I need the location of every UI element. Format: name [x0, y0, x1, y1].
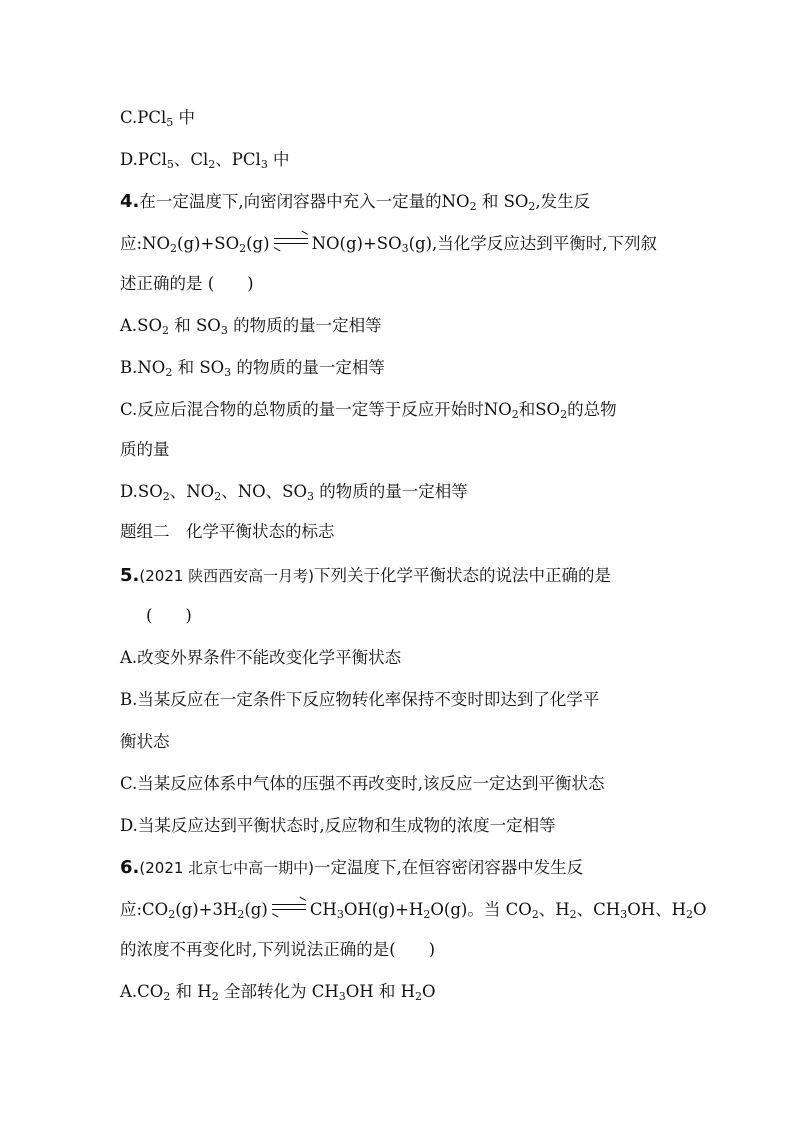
- q5-option-a: A.改变外界条件不能改变化学平衡状态: [120, 648, 402, 667]
- q4-equation-right: $NO(g)+SO_3(g)$,当化学反应达到平衡时,下列叙: [311, 234, 658, 255]
- q4-equation-left: 应$:NO_2(g)+SO_2(g)$: [120, 234, 270, 255]
- q5-stem-text1: 下列关于化学平衡状态的说法中正确的是: [314, 566, 612, 585]
- q6-equation-right: $CH_3OH(g)+H_2O(g)$。当 $CO_2$、$H_2$、$CH_3OH$、$H_2O$: [309, 900, 707, 921]
- q5-source: (2021 陕西西安高一月考): [139, 567, 315, 585]
- q4-stem-line1: [120, 192, 590, 212]
- q6-stem-line3: 的浓度不再变化时,下列说法正确的是( ): [120, 940, 436, 959]
- q5-stem-line2: ( ): [146, 606, 192, 625]
- group2-heading: 题组二 化学平衡状态的标志: [120, 522, 335, 541]
- q4-option-c-line2: 质的量: [120, 440, 170, 459]
- q4-stem-line2: [120, 234, 657, 254]
- q6-stem-text1: 一定温度下,在恒容密闭容器中发生反: [314, 858, 584, 877]
- q5-option-d: D.当某反应达到平衡状态时,反应物和生成物的浓度一定相等: [120, 816, 556, 835]
- q5-option-c: C.当某反应体系中气体的压强不再改变时,该反应一定达到平衡状态: [120, 774, 605, 793]
- q6-stem-line1: [120, 858, 583, 878]
- q3-option-d: D.PCl$_5$、$Cl_2$、PCl$_3$ 中: [120, 150, 290, 171]
- q5-option-b-line2: 衡状态: [120, 732, 170, 751]
- q4-stem-line3: 述正确的是 ( ): [120, 274, 254, 293]
- q4-stem-text1: 在一定温度下,向密闭容器中充入一定量的$NO_2$ 和 $SO_2$,发生反: [139, 192, 591, 213]
- q6-equation-left: 应$:CO_2(g)+3H_2(g)$: [120, 900, 268, 921]
- q4-number: 4.: [120, 191, 140, 212]
- q5-number: 5.: [120, 565, 140, 586]
- equilibrium-arrow-icon: [272, 901, 306, 913]
- equilibrium-arrow-icon: [274, 235, 308, 247]
- q5-option-b-line1: B.当某反应在一定条件下反应物转化率保持不变时即达到了化学平: [120, 690, 600, 709]
- q3-option-c: C.PCl$_5$ 中: [120, 108, 196, 129]
- q4-option-d: $D.SO_2$、$NO_2$、NO、$SO_3$ 的物质的量一定相等: [120, 482, 468, 503]
- q4-option-c-line1: C.反应后混合物的总物质的量一定等于反应开始时$NO_2$和$SO_2$的总物: [120, 400, 617, 421]
- q6-option-a: $A.CO_2$ 和 $H_2$ 全部转化为 $CH_3OH$ 和 $H_2O$: [120, 982, 436, 1003]
- q6-stem-line2: [120, 900, 707, 920]
- q6-number: 6.: [120, 857, 140, 878]
- q4-option-a: $A.SO_2$ 和 $SO_3$ 的物质的量一定相等: [120, 316, 382, 337]
- q6-source: (2021 北京七中高一期中): [139, 859, 315, 877]
- q5-stem-line1: [120, 566, 611, 586]
- q4-option-b: $B.NO_2$ 和 $SO_3$ 的物质的量一定相等: [120, 358, 385, 379]
